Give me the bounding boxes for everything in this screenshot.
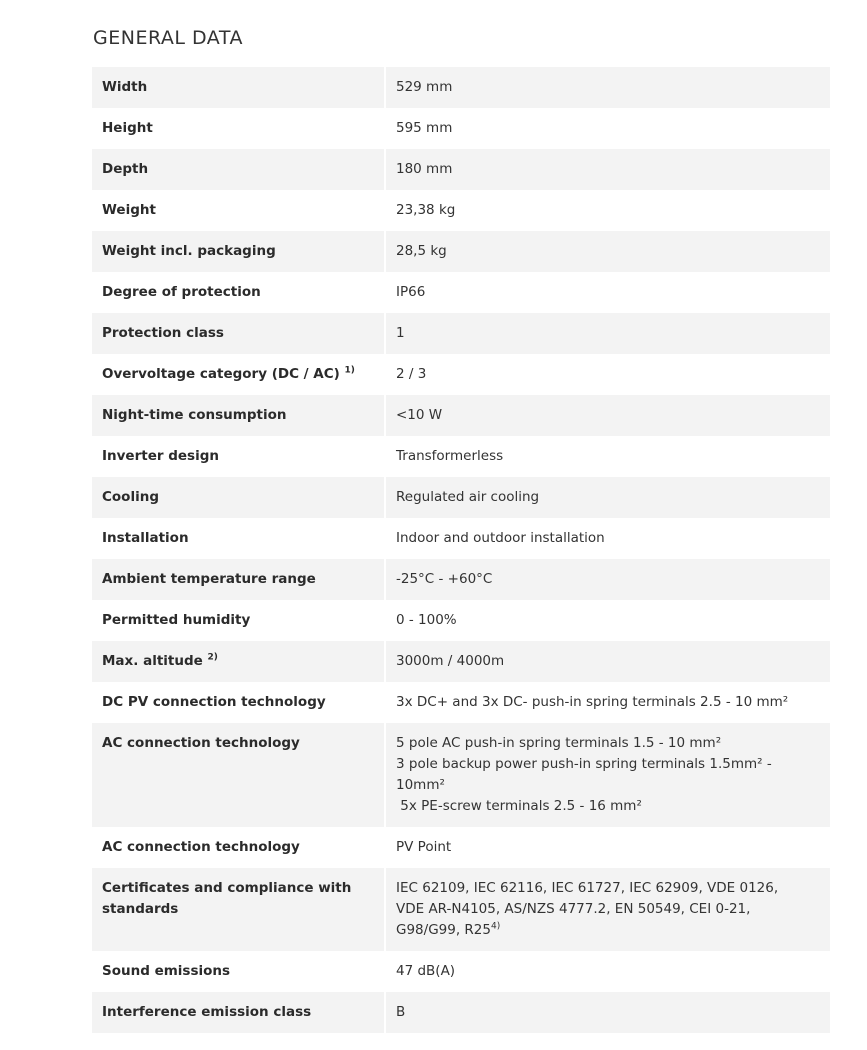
table-row xyxy=(92,354,830,395)
table-row xyxy=(92,518,830,559)
table-row xyxy=(92,67,830,108)
row-value: 180 mm xyxy=(386,149,830,190)
row-value: 529 mm xyxy=(386,67,830,108)
table-row xyxy=(92,272,830,313)
table-row xyxy=(92,477,830,518)
table-row xyxy=(92,559,830,600)
table-row xyxy=(92,313,830,354)
row-value: <10 W xyxy=(386,395,830,436)
table-row xyxy=(92,951,830,992)
table-row xyxy=(92,723,830,827)
table-row xyxy=(92,231,830,272)
table-row xyxy=(92,868,830,951)
table-row xyxy=(92,827,830,868)
row-label: DC PV connection technology xyxy=(102,694,326,710)
row-value: IP66 xyxy=(396,284,426,300)
row-label-text: Max. altitude xyxy=(102,653,203,669)
row-value: 28,5 kg xyxy=(386,231,830,272)
row-label: Protection class xyxy=(92,313,384,354)
value-line xyxy=(396,920,820,941)
footnote-ref: 1) xyxy=(344,365,355,376)
row-label-text: Overvoltage category (DC / AC) xyxy=(102,366,340,382)
row-label: Width xyxy=(92,67,384,108)
footnote-ref: 2) xyxy=(207,652,218,663)
row-label: Certificates and compliance with standards xyxy=(92,868,384,951)
value-line: 5x PE-screw terminals 2.5 - 16 mm² xyxy=(396,798,642,814)
table-row xyxy=(92,600,830,641)
footnote-ref: 4) xyxy=(490,921,501,932)
row-value: B xyxy=(386,992,830,1033)
row-label: Inverter design xyxy=(102,448,219,464)
table-row xyxy=(92,149,830,190)
row-label: AC connection technology xyxy=(102,839,300,855)
row-label: Ambient temperature range xyxy=(92,559,384,600)
value-line: IEC 62109, IEC 62116, IEC 61727, IEC 62909, VDE 0126, xyxy=(396,880,779,896)
row-label: Interference emission class xyxy=(92,992,384,1033)
row-value: Regulated air cooling xyxy=(386,477,830,518)
row-value: 47 dB(A) xyxy=(396,963,456,979)
row-label xyxy=(92,641,384,682)
value-line: VDE AR-N4105, AS/NZS 4777.2, EN 50549, CEI 0-21, xyxy=(396,901,751,917)
row-label: Weight xyxy=(102,202,156,218)
value-line-text: G98/G99, R25 xyxy=(396,922,491,938)
row-value: 3000m / 4000m xyxy=(386,641,830,682)
row-value: -25°C - +60°C xyxy=(386,559,830,600)
row-label: Installation xyxy=(102,530,189,546)
row-label: Degree of protection xyxy=(102,284,261,300)
row-label xyxy=(92,354,384,395)
specs-table xyxy=(92,67,830,1033)
table-row xyxy=(92,992,830,1033)
row-label: Height xyxy=(102,120,153,136)
row-value: 3x DC+ and 3x DC- push-in spring terminals 2.5 - 10 mm² xyxy=(396,694,789,710)
row-label: Weight incl. packaging xyxy=(92,231,384,272)
row-label: Night-time consumption xyxy=(92,395,384,436)
row-label: Cooling xyxy=(92,477,384,518)
row-value xyxy=(386,723,830,827)
row-label: Depth xyxy=(92,149,384,190)
row-label: Sound emissions xyxy=(102,963,231,979)
row-value: 23,38 kg xyxy=(396,202,456,218)
value-line: 5 pole AC push-in spring terminals 1.5 - 10 mm² xyxy=(396,735,722,751)
row-value: 0 - 100% xyxy=(396,612,457,628)
table-row xyxy=(92,190,830,231)
table-row xyxy=(92,641,830,682)
section-title: GENERAL DATA xyxy=(93,27,243,49)
row-value: Transformerless xyxy=(396,448,504,464)
table-row xyxy=(92,395,830,436)
row-label: Permitted humidity xyxy=(102,612,251,628)
row-value: PV Point xyxy=(396,839,452,855)
table-row xyxy=(92,108,830,149)
row-value: 2 / 3 xyxy=(396,366,427,382)
table-row xyxy=(92,682,830,723)
row-value: 1 xyxy=(386,313,830,354)
value-line: 3 pole backup power push-in spring terminals 1.5mm² - 10mm² xyxy=(396,756,772,793)
row-value xyxy=(386,868,830,951)
row-value: Indoor and outdoor installation xyxy=(396,530,605,546)
row-value: 595 mm xyxy=(396,120,453,136)
row-label: AC connection technology xyxy=(92,723,384,827)
table-row xyxy=(92,436,830,477)
